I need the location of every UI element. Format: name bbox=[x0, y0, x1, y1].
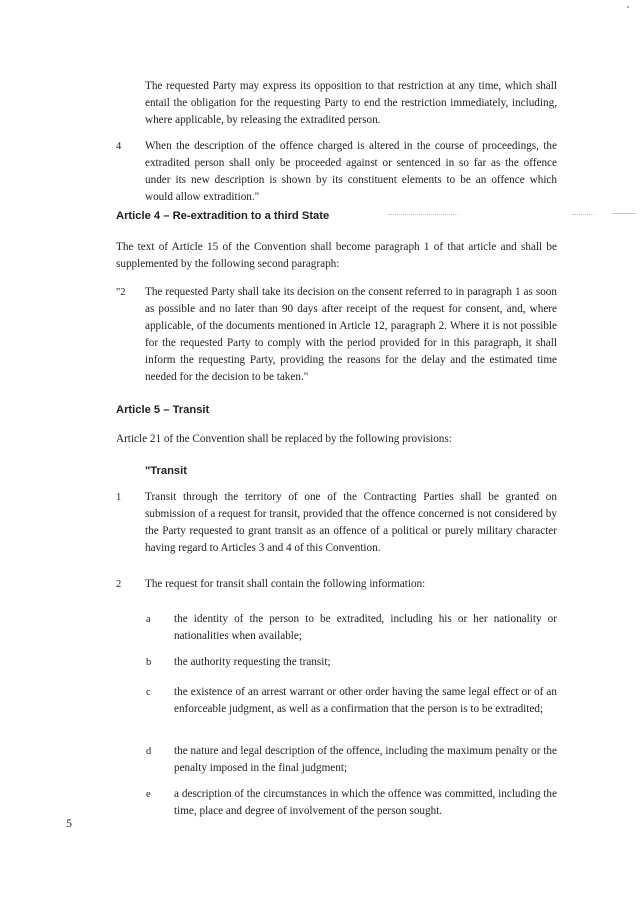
list-item-text: the existence of an arrest warrant or other order having the same legal effect or of an enforceable judgment, as well as a confirmation that the person is to be extradited; bbox=[174, 686, 557, 715]
list-item-text: the nature and legal description of the offence, including the maximum penalty or the penalty imposed in the final judgment; bbox=[174, 745, 557, 774]
list-item-letter: d bbox=[146, 746, 152, 757]
list-item-text: a description of the circumstances in which the offence was committed, including the time, place and degree of involvement of the person sought. bbox=[174, 788, 557, 817]
continuation-paragraph: The requested Party may express its opposition to that restriction at any time, which shall entail the obligation for the requesting Party to end the restriction immediately, including, where applicable, by releasing the extradited person. bbox=[145, 80, 557, 126]
scan-artifact-line bbox=[388, 214, 458, 215]
article-4-paragraph-2: The requested Party shall take its decision on the consent referred to in paragraph 1 as soon as possible and no later than 90 days after receipt of the request for consent, and, where applicable, of the documents mentioned in Article 12, paragraph 2. Where it is not possible for the requested Party to comply with the period provided for in this paragraph, it shall inform the requesting Party, providing the reasons for the delay and the estimated time needed for the decision to be taken." bbox=[145, 286, 557, 383]
paragraph-number: 4 bbox=[116, 141, 122, 152]
article-5-intro: Article 21 of the Convention shall be replaced by the following provisions: bbox=[116, 433, 452, 445]
list-item-letter: e bbox=[146, 789, 151, 800]
page-number: 5 bbox=[66, 816, 72, 830]
paragraph-number: "2 bbox=[116, 287, 126, 298]
list-item-letter: b bbox=[146, 657, 152, 668]
paragraph-4-text: When the description of the offence charged is altered in the course of proceedings, the extradited person shall only be proceeded against or sentenced in so far as the offence under its new description is shown by its constituent elements to be an offence which would allow extradition." bbox=[145, 140, 557, 203]
scan-artifact-line bbox=[612, 213, 636, 214]
transit-sub-heading: "Transit bbox=[145, 465, 187, 477]
article-5-paragraph-2: The request for transit shall contain the following information: bbox=[145, 578, 426, 590]
article-5-heading: Article 5 – Transit bbox=[116, 404, 210, 416]
paragraph-number: 1 bbox=[116, 492, 122, 503]
list-item-letter: c bbox=[146, 687, 151, 698]
article-5-paragraph-1: Transit through the territory of one of the Contracting Parties shall be granted on submission of a request for transit, provided that the offence concerned is not considered by the Party requested to grant transit as an offence of a political or purely military character having regard to Articles 3 and 4 of this Convention. bbox=[145, 491, 557, 554]
scan-artifact-line bbox=[572, 214, 594, 215]
paragraph-number: 2 bbox=[116, 579, 122, 590]
list-item-text: the authority requesting the transit; bbox=[174, 656, 331, 668]
scan-speck bbox=[627, 6, 629, 8]
article-4-heading: Article 4 – Re-extradition to a third State bbox=[116, 210, 330, 222]
article-4-intro: The text of Article 15 of the Convention shall become paragraph 1 of that article and shall be supplemented by the following second paragraph: bbox=[116, 241, 557, 270]
list-item-text: the identity of the person to be extradited, including his or her nationality or nationalities when available; bbox=[174, 613, 557, 642]
list-item-letter: a bbox=[146, 614, 151, 625]
